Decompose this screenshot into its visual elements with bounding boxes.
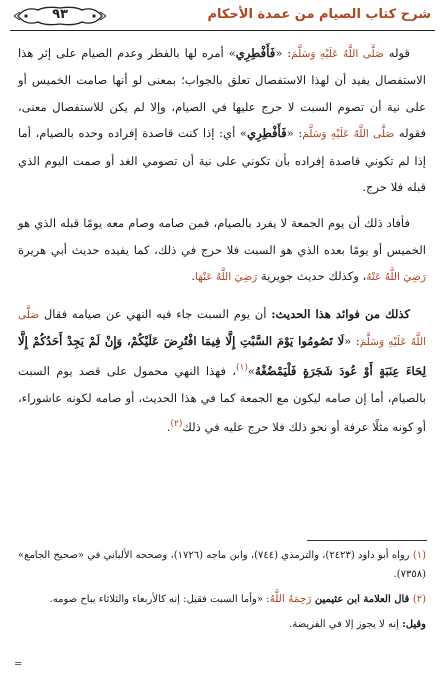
footnote-ref-1[interactable]: (١) bbox=[236, 363, 248, 374]
text: أن يوم السبت جاء فيه النهي عن صيامه فقال bbox=[39, 306, 272, 321]
quote-faftiri: فَأَفْطِرِي bbox=[247, 126, 287, 141]
text: قوله bbox=[383, 46, 411, 60]
page-header bbox=[10, 4, 435, 32]
text: . bbox=[191, 269, 196, 284]
paragraph-3 bbox=[18, 301, 426, 441]
footnotes bbox=[18, 546, 426, 640]
text: : « bbox=[286, 126, 303, 141]
salla-honorific: صَلَّى اللَّهُ عَلَيْهِ وَسَلَّمَ bbox=[18, 308, 427, 349]
page-number: ٩٣ bbox=[52, 7, 68, 22]
radiya-honorific: رَضِيَ اللَّهُ عَنْهُ bbox=[366, 271, 426, 284]
footnote-number: (١) bbox=[412, 550, 426, 561]
footnote-1 bbox=[18, 546, 426, 584]
rahimahu-honorific: رَحِمَهُ اللَّهُ bbox=[269, 593, 312, 605]
footnote-label: قال العلامة ابن عثيمين bbox=[311, 594, 413, 605]
text: » أي: إذا كنت قاصدة إفراده وحده بالصيام، أما إذا لم تكوني قاصدة إفراده بأن تكوني على نية أن تصومي الغد أو صمت اليوم الذي قبله فلا حرج. bbox=[18, 126, 426, 195]
footnote-ref-2[interactable]: (٢) bbox=[170, 419, 183, 430]
salla-honorific: صَلَّى اللَّهُ عَلَيْهِ وَسَلَّمَ bbox=[291, 48, 384, 60]
text: فأفاد ذلك أن يوم الجمعة لا يفرد بالصيام، فمن صامه وصام معه يومًا قبله الذي هو الخميس أو يومًا بعده الذي هو السبت فلا حرج في ذلك، كما يفيده حديث أبي هريرة bbox=[18, 216, 426, 257]
hadith-text: لَا تَصُومُوا يَوْمَ السَّبْتِ إِلَّا فِيمَا افْتُرِضَ عَلَيْكُمْ، وَإِنْ لَمْ يَجِدْ أَحَدُكُمْ إِلَّا لِحَاءَ عِنَبَةٍ أَوْ عُودَ شَجَرَةٍ فَلْيَمْضُغْهُ bbox=[18, 334, 426, 379]
continuation-mark: = bbox=[14, 659, 23, 670]
paragraph-1 bbox=[18, 40, 426, 200]
text: : « bbox=[344, 334, 360, 349]
footnote-2 bbox=[18, 590, 426, 609]
footnote-text: رواه أبو داود (٢٤٢٣)، والترمذي (٧٤٤)، وابن ماجه (١٧٢٦)، وصححه الألباني في «صحيح الجامع» (٧٣٥٨). bbox=[18, 550, 426, 580]
footnote-2-cont bbox=[18, 615, 426, 634]
text: » bbox=[247, 364, 255, 379]
text: ، فهذا النهي محمول على قصد يوم السبت بالصيام، أما إن صامه ليكون مع الجمعة كما في هذا الحديث، أو صامه لكونه عاشوراء، أو كونه مثلًا عرفة أو نحو ذلك فلا حرج عليه في ذلك bbox=[18, 364, 426, 434]
footnote-text: إنه لا يجوز إلا في الفريضة. bbox=[289, 619, 403, 630]
salla-honorific: صَلَّى اللَّهُ عَلَيْهِ وَسَلَّمَ bbox=[302, 128, 395, 141]
header-rule bbox=[10, 30, 435, 31]
footnote-text: : «وأما السبت فقيل: إنه كالأربعاء والثلاثاء يباح صومه. bbox=[49, 594, 270, 605]
text: . bbox=[166, 420, 171, 434]
main-text bbox=[18, 40, 426, 450]
page-number-frame bbox=[12, 4, 108, 28]
paragraph-2 bbox=[18, 210, 426, 290]
text: » أمره لها بالفطر وعدم الصيام على إثر هذا الاستفصال يفيد أن لهذا الاستفصال تعلق بالجواب؛ بمعنى لو أنها صامت الخميس أو على نية أن تصوم السبت لا حرج عليها في الصيام، وإلا لم يكن للاستفصال معنى، فقوله bbox=[18, 46, 426, 141]
radiya-honorific: رَضِيَ اللَّهُ عَنْهَا bbox=[195, 271, 258, 284]
footnote-number: (٢) bbox=[412, 594, 426, 605]
footnote-separator bbox=[307, 540, 427, 541]
quote-faftiri: فَأَفْطِرِي bbox=[235, 46, 276, 60]
text: : « bbox=[275, 46, 292, 60]
section-heading: كذلك من فوائد هذا الحديث: bbox=[271, 306, 410, 321]
text: ، وكذلك حديث جويرية bbox=[257, 269, 367, 284]
footnote-label: وقيل: bbox=[402, 619, 426, 630]
page-title: شرح كتاب الصيام من عمدة الأحكام bbox=[207, 7, 431, 22]
